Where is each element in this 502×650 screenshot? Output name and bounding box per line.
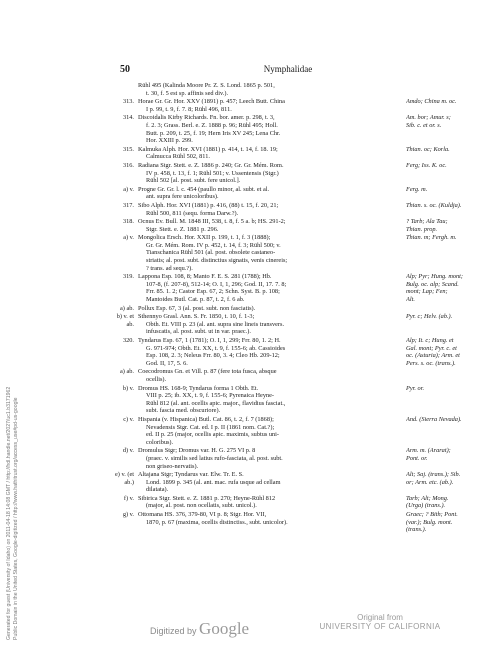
distribution-line: Ferg; Iss. K. oc. <box>406 161 447 169</box>
entry-line: Rühl 500, 811 (sequ. forma Darw.?). <box>146 209 239 217</box>
hathitrust-watermark <box>6 330 26 640</box>
distribution-line: mont; Lap; Fen; <box>406 288 448 296</box>
distribution-line: Pyr. c; Helv. (ab.). <box>406 313 453 321</box>
species-entry <box>108 98 480 113</box>
distribution-line: Thian. prop. <box>406 225 438 233</box>
distribution-line: oc. (Asturia); Arm. et <box>406 352 460 360</box>
entry-text <box>138 98 400 113</box>
distribution <box>400 162 480 185</box>
page-footer <box>150 607 450 643</box>
distribution-line: Am. bor; Amur. s; <box>406 114 451 122</box>
entry-text <box>138 337 400 367</box>
variety-entry <box>108 385 480 415</box>
entry-line: Stgr. Stett. e. Z. 1881 p. 296. <box>146 225 219 233</box>
page-header <box>108 64 468 76</box>
entry-number: b) v. <box>122 384 134 392</box>
entry-text <box>138 385 400 415</box>
distribution-line: Alp; It. c; Hung. et <box>406 337 454 344</box>
entry-line: Pollux Esp. 67, 3 (al. post. subt. non fasciatis). <box>138 304 256 312</box>
entry-number <box>108 82 138 97</box>
entry-line: Horae Gr. Gr. Hor. XXV (1891) p. 457; Leech Butt. China <box>138 98 285 106</box>
entry-line: Rühl 812 (al. ant. ocellis apic. major., flavidius fasciat., <box>146 399 286 407</box>
species-entry <box>108 273 480 303</box>
entry-line: Sthennyo Grasl. Ann. S. Fr. 1850, t. 10, f. 1-3; <box>138 313 255 321</box>
distribution-line: Pyr. or. <box>406 384 425 392</box>
distribution <box>400 416 480 446</box>
entry-line: Progne Gr. Gr. l. c. 454 (paullo minor, al. subt. et al. <box>138 185 270 193</box>
entry-number: g) v. <box>122 511 134 519</box>
entry-text <box>138 162 400 185</box>
entry-line: Ocnus Ev. Bull. M. 1848 III, 538, t. 8, f. 5 a. b; HS. 291-2; <box>138 218 286 226</box>
entry-text <box>138 471 400 494</box>
entry-number: c) v. <box>123 415 134 423</box>
watermark-line: Generated for guest (University of Idaho) on 2011-04-18 14:08 GMT / http://hdl.handle.net/2027/uc1.b3171962 <box>6 386 12 640</box>
species-entry <box>108 146 480 161</box>
distribution-line: Bulg. oc. alp; Scand. <box>406 280 459 288</box>
entry-text <box>138 146 400 161</box>
entry-line: (major, al. post. non ocellatis, subt. unicol.). <box>146 502 257 510</box>
distribution <box>400 218 480 233</box>
entry-line: 1870, p. 67 (maxima, ocellis distinctiss., subt. unicolor). <box>146 518 288 526</box>
entry-number: a) ab. <box>120 368 134 376</box>
distribution <box>400 305 480 313</box>
entry-line: Discoidalis Kirby Richards. Fn. bor. amer. p. 298, t. 3, <box>138 114 275 122</box>
entry-text <box>138 368 400 383</box>
distribution <box>400 186 480 201</box>
google-logo: Google <box>199 619 250 638</box>
distribution-line: Thian. s. oc. (Kuldja). <box>406 201 462 209</box>
entry-line: ed. II p. 25 (major, ocellis apic. maximis, subtus uni- <box>146 431 280 439</box>
entry-text <box>138 186 400 201</box>
watermark-line: Public Domain in the United States, Google-digitized / http://www.hathitrust.org/access_use#pd-us-google <box>12 397 19 640</box>
entry-number: 313. <box>122 98 134 106</box>
distribution-line: Alt. <box>406 296 415 304</box>
entry-line: Butt. p. 209, t. 25, f. 19; Hern Iris XV 245; Lena Chr. <box>146 129 281 137</box>
entry-line: Mongolica Ersch. Hor. XXII p. 199, t. 1, f. 3 (1888); <box>138 234 271 242</box>
entry-text <box>138 82 400 97</box>
entry-line: Gr. Gr. Mém. Rom. IV p. 452, t. 14, f. 3; Rühl 500; v. <box>146 241 281 249</box>
original-from-block <box>310 613 450 631</box>
entry-line: Frr. 85. 1. 2; Castor Esp. 67, 2; Schn. Syst. B. p. 108; <box>146 288 280 296</box>
distribution <box>400 495 480 510</box>
distribution <box>400 273 480 303</box>
entry-line: Coecodromus Gn. et Vill. p. 87 (fere tota fusca, absque <box>138 368 277 376</box>
variety-entry <box>108 447 480 470</box>
distribution <box>400 447 480 470</box>
distribution <box>400 313 480 336</box>
entry-text <box>138 202 400 217</box>
university-name: UNIVERSITY OF CALIFORNIA <box>319 622 441 631</box>
entry-text <box>138 447 400 470</box>
distribution-line: (trans.). <box>406 526 427 534</box>
distribution <box>400 234 480 272</box>
entry-text <box>138 273 400 303</box>
continued-entry <box>108 82 480 97</box>
distribution-line: Gal. mont; Pyr. c. et <box>406 344 457 352</box>
entry-line: Hispania (v. Hispanica) Butl. Cat. 86, t. 2, f. 7 (1868); <box>138 415 274 423</box>
variety-entry <box>108 186 480 201</box>
entry-line: Calmucca Rühl 502, 811. <box>146 153 210 161</box>
distribution-line: Pers. s. oc. (trans.). <box>406 359 456 367</box>
entry-text <box>138 218 400 233</box>
entry-line: VIII p. 25; ib. XX, t. 9, f. 155-6; Pyrenaica Heyne- <box>146 392 275 400</box>
entry-line: ocellis). <box>146 375 167 383</box>
entry-number: 319. <box>122 273 134 281</box>
distribution-line: And. (Sierra Nevada). <box>406 415 462 423</box>
distribution-line: (var.); Bulg. mont. <box>406 518 453 526</box>
entry-number: 314. <box>122 114 134 122</box>
distribution <box>400 368 480 383</box>
variety-entry <box>108 495 480 510</box>
species-entry <box>108 202 480 217</box>
entry-line: infuscatis, al. post. subt. ut in var. praec.). <box>146 328 251 336</box>
distribution-line: Graec; ? Bith; Pont. <box>406 511 458 519</box>
distribution <box>400 146 480 161</box>
distribution <box>400 385 480 415</box>
entry-text <box>138 511 400 534</box>
entry-text <box>138 305 400 313</box>
entry-line: t. 30, f. 5 est sp. affinis sed div.). <box>146 89 229 97</box>
entry-number: a) v. <box>123 185 134 193</box>
entry-text <box>138 114 400 144</box>
entry-line: (praec. v. similis sed latius rufo-fasciata, al. post. subt. <box>146 454 283 462</box>
entry-line: f. 2. 3; Grass. Berl. e. Z. 1888 p. 96; Rühl 495; Holl. <box>146 121 278 129</box>
variety-entry <box>108 511 480 534</box>
species-entry <box>108 114 480 144</box>
entry-line: Dromus HS. 168-9; Tyndarus forma 1 Obth. Et. <box>138 384 259 392</box>
entry-line: 107-8, (f. 207-8), 512-14; O. I, 1, 296; God. II, 17. 7. 8; <box>146 280 287 288</box>
distribution <box>400 114 480 144</box>
entry-line: Altajana Stgr; Tyndarus var. Elw. Tr. E. S. <box>138 471 244 479</box>
entry-line: Lond. 1899 p. 345 (al. ant. mac. rufa usque ad cellam <box>146 478 281 486</box>
entry-number: 316. <box>122 161 134 169</box>
variety-entry <box>108 234 480 272</box>
distribution-line: Alt; Saj. (trans.); Sib. <box>406 471 461 479</box>
entry-number: e) v. (et ab.) <box>115 471 134 486</box>
entry-line: subt. fascia med. obscuriore). <box>146 407 221 415</box>
entry-line: striatis; al. post. subt. distinctius signatis, venis cinereis; <box>146 257 288 265</box>
distribution-line: (Urga) (trans.). <box>406 502 446 510</box>
entry-line: God. II, 17, 5. 6. <box>146 359 188 367</box>
distribution <box>400 82 480 97</box>
distribution <box>400 471 480 494</box>
entry-number: f) v. <box>123 494 134 502</box>
entry-number: 317. <box>122 201 134 209</box>
species-entry <box>108 337 480 367</box>
distribution-line: Thian. oc; Korla. <box>406 145 450 153</box>
entry-line: Sibo Alph. Hor. XVI (1881) p. 416, (88) t. 15, f. 20, 21; <box>138 201 279 209</box>
watermark-text <box>6 330 19 640</box>
digitized-by-label: Digitized by <box>150 626 197 636</box>
entry-number: 315. <box>122 145 134 153</box>
distribution-line: Pont. or. <box>406 454 428 462</box>
distribution-line: Alp; Pyr; Hung. mont; <box>406 273 464 281</box>
species-entries <box>108 82 480 535</box>
entry-line: Mantoides Butl. Cat. p. 87, t. 2, f. 6 ab. <box>146 296 245 304</box>
entry-number: a) v. <box>123 234 134 242</box>
variety-entry <box>108 305 480 313</box>
distribution-line: Tarb; Alt; Mong. <box>406 494 449 502</box>
entry-number: 320. <box>122 337 134 344</box>
distribution-line: ? Tarb; Ala Tau; <box>406 218 448 226</box>
distribution-line: Sib. c. et or. s. <box>406 121 442 129</box>
entry-text <box>138 234 400 272</box>
entry-line: non griseo-nervatis). <box>146 462 199 470</box>
variety-entry <box>108 471 480 494</box>
entry-text <box>138 313 400 336</box>
entry-line: Ottomana HS. 376, 379-80, VI p. 8; Stgr. Hor. VII, <box>138 511 267 519</box>
distribution-line: or; Arm. etc. (ab.). <box>406 478 454 486</box>
entry-line: Lappona Esp. 108, 8; Manto F. E. S. 281 (1788); Hb. <box>138 273 272 281</box>
distribution <box>400 202 480 217</box>
entry-line: Tyndarus Esp. 67, 1 (1781); O. I, 1, 299; Frr. 80, 1. 2; H. <box>138 337 281 344</box>
variety-entry <box>108 313 480 336</box>
distribution-line: Ferg. m. <box>406 185 428 193</box>
entry-line: ? trans. ad sequ.?). <box>146 264 193 272</box>
entry-line: Radiana Stgr. Stett. e. Z. 1886 p. 240; Gr. Gr. Mém. Rom. <box>138 161 284 169</box>
species-entry <box>108 162 480 185</box>
species-entry <box>108 218 480 233</box>
distribution-line: Arm. m. (Ararat); <box>406 447 451 455</box>
entry-line: Sibirica Stgr. Stett. e. Z. 1881 p. 270; Heyne-Rühl 812 <box>138 494 276 502</box>
digitized-by-google <box>150 619 249 639</box>
distribution-line: Amdo; China m. oc. <box>406 98 457 106</box>
original-from-label: Original from <box>357 613 403 622</box>
entry-line: Hor. XXIII p. 299. <box>146 137 193 145</box>
entry-line: IV p. 458, t. 13, f. 1; Rühl 501; v. Ussentensis (Stgr.) <box>146 169 279 177</box>
entry-line: Dromulus Stgr; Dromus var. H. G. 275 VI p. 8 <box>138 447 256 455</box>
entry-text <box>138 416 400 446</box>
entry-number: d) v. <box>122 447 134 455</box>
entry-line: Kalmuka Alph. Hor. XVI (1881) p. 414, t. 14, f. 18. 19; <box>138 145 278 153</box>
entry-line: Obth. Et. VIII p. 23 (al. ant. supra sine lineis transvers. <box>146 320 285 328</box>
variety-entry <box>108 368 480 383</box>
distribution-line: Thian. m; Fergh. m. <box>406 234 457 242</box>
entry-line: I p. 99, t. 9, f. 7. 8; Rühl 496, 811. <box>146 105 232 113</box>
entry-line: dilatata). <box>146 486 169 494</box>
entry-line: Rühl 502 [al. post. subt. fere unicol.]. <box>146 177 241 185</box>
entry-line: coloribus). <box>146 438 174 446</box>
entry-number: a) ab. <box>120 304 134 312</box>
distribution <box>400 337 480 367</box>
entry-line: Nevadensis Stgr. Cat. ed. I p. II (1861 nom. Cat.?); <box>146 423 275 431</box>
distribution <box>400 98 480 113</box>
entry-line: G. 971-974; Obth. Et. XX, t. 9, f. 155-6; ab. Cassioides <box>146 344 286 352</box>
entry-text <box>138 495 400 510</box>
running-title: Nymphalidae <box>263 64 313 74</box>
variety-entry <box>108 416 480 446</box>
entry-line: Rühl 495 (Kalinda Moore Pr. Z. S. Lond. 1865 p. 501, <box>138 82 275 89</box>
distribution <box>400 511 480 534</box>
entry-number: b) v. et ab. <box>116 313 134 328</box>
entry-number: 318. <box>122 218 134 226</box>
entry-line: Tianschanica Rühl 501 (al. post. obsolete castaneo- <box>146 249 276 257</box>
page-number: 50 <box>120 64 130 75</box>
entry-line: ant. supra fere unicoloribus). <box>146 193 219 201</box>
entry-line: Esp. 108, 2. 3; Neleus Frr. 80, 3. 4; Cleo Hb. 209-12; <box>146 352 280 360</box>
